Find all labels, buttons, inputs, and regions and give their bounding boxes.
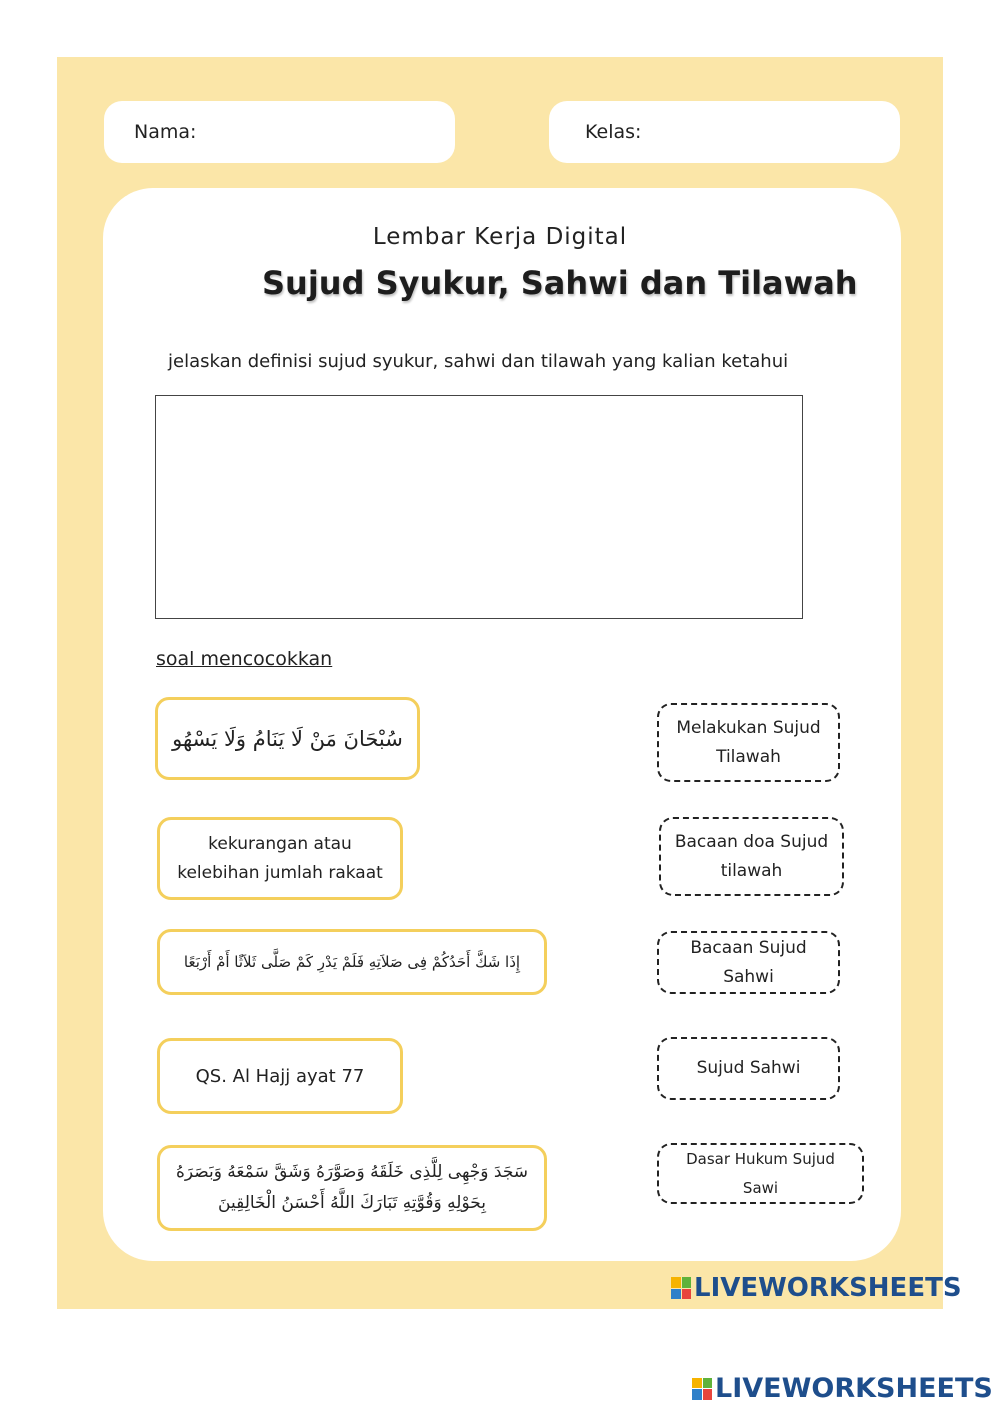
matching-section-label: soal mencocokkan: [156, 648, 333, 670]
nama-label: Nama:: [134, 121, 197, 143]
left-item-2[interactable]: kekurangan atau kelebihan jumlah rakaat: [157, 817, 403, 900]
instruction-text: jelaskan definisi sujud syukur, sahwi dan tilawah yang kalian ketahui: [168, 351, 789, 372]
left-item-4[interactable]: QS. Al Hajj ayat 77: [157, 1038, 403, 1114]
liveworksheets-footer-logo-icon: [692, 1378, 712, 1400]
right-item-3[interactable]: Bacaan Sujud Sahwi: [657, 931, 840, 994]
nama-field[interactable]: [104, 101, 455, 163]
liveworksheets-logo-icon: [671, 1277, 691, 1299]
definition-answer-box[interactable]: [155, 395, 803, 619]
kelas-label: Kelas:: [585, 121, 642, 143]
kelas-field[interactable]: [549, 101, 900, 163]
left-item-5[interactable]: سَجَدَ وَجْهِى لِلَّذِى خَلَقَهُ وَصَوَّرَهُ وَشَقَّ سَمْعَهُ وَبَصَرَهُ بِحَوْلِهِ وَقُوَّتِهِ تَبَارَكَ اللَّهُ أَحْسَنُ الْخَالِقِينَ: [157, 1145, 547, 1231]
liveworksheets-logo: [671, 1273, 962, 1303]
worksheet-title: Sujud Syukur, Sahwi dan Tilawah: [262, 264, 858, 302]
left-item-1[interactable]: سُبْحَانَ مَنْ لَا يَنَامُ وَلَا يَسْهُو: [155, 697, 420, 780]
left-item-3[interactable]: إِذَا شَكَّ أَحَدُكُمْ فِى صَلاَتِهِ فَلَمْ يَدْرِ كَمْ صَلَّى ثَلاَثًا أَمْ أَرْبَعًا: [157, 929, 547, 995]
right-item-5[interactable]: Dasar Hukum Sujud Sawi: [657, 1143, 864, 1204]
right-item-2[interactable]: Bacaan doa Sujud tilawah: [659, 817, 844, 896]
liveworksheets-footer-logo-text: LIVEWORKSHEETS: [715, 1373, 993, 1404]
right-item-1[interactable]: Melakukan Sujud Tilawah: [657, 703, 840, 782]
liveworksheets-footer-logo[interactable]: [692, 1373, 993, 1404]
right-item-4[interactable]: Sujud Sahwi: [657, 1037, 840, 1100]
worksheet-subtitle: Lembar Kerja Digital: [372, 224, 628, 250]
liveworksheets-logo-text: LIVEWORKSHEETS: [694, 1273, 962, 1303]
